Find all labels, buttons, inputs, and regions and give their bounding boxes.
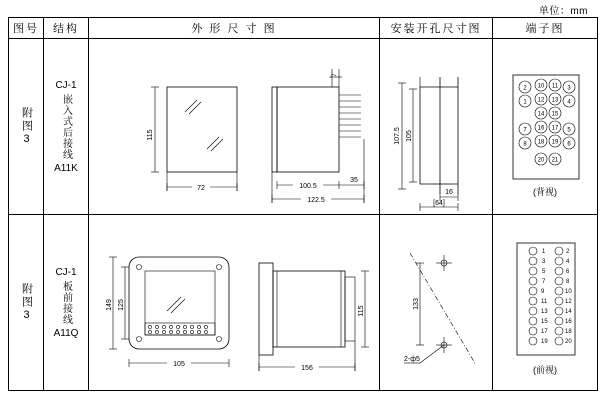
svg-text:16: 16 bbox=[565, 319, 572, 325]
dim-16-1: 16 bbox=[445, 189, 453, 196]
svg-text:5: 5 bbox=[567, 127, 571, 134]
table-row bbox=[9, 215, 598, 391]
cell-structure-1 bbox=[44, 39, 89, 215]
cell-outline-1 bbox=[89, 39, 380, 215]
svg-text:19: 19 bbox=[551, 139, 559, 146]
svg-text:11: 11 bbox=[551, 83, 559, 90]
svg-text:15: 15 bbox=[541, 319, 548, 325]
cell-drawing-no-2 bbox=[9, 215, 44, 391]
svg-text:3: 3 bbox=[567, 85, 571, 92]
svg-text:4: 4 bbox=[566, 259, 570, 265]
svg-text:5: 5 bbox=[542, 269, 546, 275]
model-label-2: CJ-1 bbox=[55, 266, 77, 278]
header-mounting-dims: 安装开孔尺寸图 bbox=[380, 18, 493, 39]
cell-terminals-1 bbox=[493, 39, 598, 215]
svg-text:8: 8 bbox=[566, 279, 570, 285]
svg-text:21: 21 bbox=[551, 157, 559, 164]
header-outline-dims: 外 形 尺 寸 图 bbox=[89, 18, 380, 39]
svg-text:19: 19 bbox=[541, 339, 548, 345]
dim-105-2: 105 bbox=[173, 361, 185, 368]
svg-text:4: 4 bbox=[567, 99, 571, 106]
cell-terminals-2 bbox=[493, 215, 598, 391]
svg-text:15: 15 bbox=[551, 111, 559, 118]
dim-115-1: 115 bbox=[147, 129, 154, 141]
svg-text:18: 18 bbox=[537, 139, 545, 146]
svg-text:7: 7 bbox=[523, 127, 527, 134]
unit-note: 单位：mm bbox=[538, 6, 588, 17]
svg-text:1: 1 bbox=[523, 99, 527, 106]
drawing-no-label-1: 附图3 bbox=[20, 106, 33, 147]
svg-text:10: 10 bbox=[537, 83, 545, 90]
cell-mounting-1 bbox=[380, 39, 493, 215]
svg-text:17: 17 bbox=[551, 125, 559, 132]
svg-text:9: 9 bbox=[541, 289, 545, 295]
cell-drawing-no-1 bbox=[9, 39, 44, 215]
dim-105-1: 105 bbox=[406, 130, 413, 142]
svg-text:12: 12 bbox=[537, 97, 545, 104]
dim-7-1: 7 bbox=[332, 73, 338, 77]
dim-133-2: 133 bbox=[413, 298, 420, 310]
svg-text:14: 14 bbox=[565, 309, 572, 315]
svg-text:14: 14 bbox=[537, 111, 545, 118]
dim-122-5-1: 122.5 bbox=[307, 197, 325, 204]
label-2-d5: 2-ф5 bbox=[404, 356, 420, 363]
outline-drawing-2 bbox=[89, 215, 379, 390]
svg-text:3: 3 bbox=[542, 259, 546, 265]
svg-text:6: 6 bbox=[567, 141, 571, 148]
svg-text:17: 17 bbox=[541, 329, 548, 335]
dim-100-5-1: 100.5 bbox=[299, 183, 317, 190]
svg-text:2: 2 bbox=[566, 249, 570, 255]
svg-text:20: 20 bbox=[537, 157, 545, 164]
svg-text:18: 18 bbox=[565, 329, 572, 335]
svg-text:20: 20 bbox=[565, 339, 572, 345]
terminal-caption-1: (背视) bbox=[533, 187, 557, 197]
structure-desc-1: 嵌入式后接线 bbox=[60, 93, 72, 160]
mounting-drawing-1 bbox=[380, 39, 492, 214]
terminal-caption-2: (前视) bbox=[533, 365, 557, 375]
outline-drawing-1 bbox=[89, 39, 379, 214]
model-label-1: CJ-1 bbox=[55, 79, 77, 91]
dim-125-2: 125 bbox=[118, 299, 125, 311]
cell-structure-2 bbox=[44, 215, 89, 391]
dim-149-2: 149 bbox=[106, 299, 113, 311]
structure-code-1: A11K bbox=[54, 162, 78, 174]
structure-desc-2: 板前接线 bbox=[60, 280, 72, 325]
dim-35-1: 35 bbox=[350, 177, 358, 184]
header-drawing-no: 图号 bbox=[9, 18, 44, 39]
svg-text:7: 7 bbox=[542, 279, 546, 285]
svg-text:6: 6 bbox=[566, 269, 570, 275]
svg-text:1: 1 bbox=[542, 249, 546, 255]
dim-156-2: 156 bbox=[301, 365, 313, 372]
svg-text:8: 8 bbox=[523, 141, 527, 148]
svg-text:10: 10 bbox=[565, 289, 572, 295]
header-terminal-diagram: 端子图 bbox=[493, 18, 598, 39]
dim-64-1: [64] bbox=[433, 200, 445, 207]
dim-107-5-1: 107.5 bbox=[394, 127, 401, 145]
drawing-no-label-2: 附图3 bbox=[20, 282, 33, 323]
header-structure: 结构 bbox=[44, 18, 89, 39]
cell-mounting-2 bbox=[380, 215, 493, 391]
dim-72-1: 72 bbox=[197, 185, 205, 192]
svg-text:12: 12 bbox=[565, 299, 572, 305]
svg-text:11: 11 bbox=[541, 299, 548, 305]
table-header-row bbox=[9, 18, 598, 39]
table-row bbox=[9, 39, 598, 215]
cell-outline-2 bbox=[89, 215, 380, 391]
svg-text:2: 2 bbox=[523, 85, 527, 92]
dimension-table bbox=[8, 17, 598, 391]
structure-code-2: A11Q bbox=[53, 327, 79, 339]
mounting-drawing-2 bbox=[380, 215, 492, 390]
svg-text:16: 16 bbox=[537, 125, 545, 132]
svg-text:13: 13 bbox=[551, 97, 559, 104]
svg-text:13: 13 bbox=[541, 309, 548, 315]
dim-115-2: 115 bbox=[358, 305, 365, 317]
